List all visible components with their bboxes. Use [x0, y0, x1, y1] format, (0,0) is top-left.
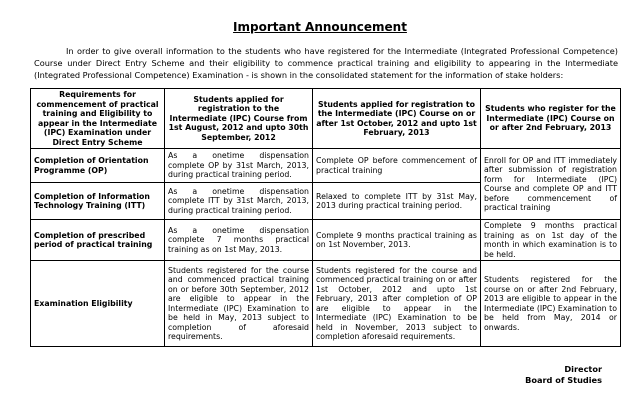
- table-cell: Students registered for the course and commenced practical training on or after 1st October, 2012 and upto 1st February, 2013 after completion of OP are eligible to appear in the Intermediate (IPC) Examination to be held in November, 2013 subject to completion aforesaid requirements.: [313, 261, 481, 347]
- table-row: [31, 220, 621, 261]
- table-cell: As a onetime dispensation complete 7 months practical training as on 1st May, 2013.: [165, 220, 313, 261]
- eligibility-table: [30, 88, 621, 347]
- row-requirement: Completion of Orientation Programme (OP): [31, 149, 165, 183]
- header-requirements: Requirements for commencement of practical training and Eligibility to appear in the Intermediate (IPC) Examination under Direct Entry Scheme: [31, 89, 165, 149]
- row-requirement: Completion of prescribed period of practical training: [31, 220, 165, 261]
- table-cell: Students registered for the course on or after 2nd February, 2013 are eligible to appear in the Intermediate (IPC) Examination to be held from May, 2014 or onwards.: [481, 261, 621, 347]
- table-cell: Enroll for OP and ITT immediately after submission of registration form for Intermediate (IPC) Course and complete OP and ITT before commencement of practical training: [481, 149, 621, 220]
- signature-department: Board of Studies: [525, 375, 602, 385]
- header-after-feb-2013: Students who register for the Intermediate (IPC) Course on or after 2nd February, 2013: [481, 89, 621, 149]
- table-row: [31, 261, 621, 347]
- table-cell: Complete 9 months practical training as on 1st day of the month in which examination is to be held.: [481, 220, 621, 261]
- table-row: [31, 149, 621, 183]
- table-cell: Complete 9 months practical training as on 1st November, 2013.: [313, 220, 481, 261]
- table-cell: As a onetime dispensation complete OP by 31st March, 2013, during practical training period.: [165, 149, 313, 183]
- table-header-row: [31, 89, 621, 149]
- intro-paragraph: In order to give overall information to the students who have registered for the Intermediate (Integrated Professional Competence) Course under Direct Entry Scheme and their eligibility to commence practical training and eligibility to appearing in the Intermediate (Integrated Professional Competence) Examination - is shown in the consolidated statement for the information of stake holders:: [34, 46, 618, 80]
- table-cell: Students registered for the course and commenced practical training on or before 30th September, 2012 are eligible to appear in the Intermediate (IPC) Examination to be held in May, 2013 subject to completion of aforesaid requirements.: [165, 261, 313, 347]
- table-cell: As a onetime dispensation complete ITT by 31st March, 2013, during practical training period.: [165, 183, 313, 220]
- announcement-title: Important Announcement: [233, 20, 407, 34]
- header-oct-2012-feb-2013: Students applied for registration to the Intermediate (IPC) Course on or after 1st October, 2012 and upto 1st February, 2013: [313, 89, 481, 149]
- header-aug-sep-2012: Students applied for registration to the Intermediate (IPC) Course from 1st August, 2012 and upto 30th September, 2012: [165, 89, 313, 149]
- table-cell: Complete OP before commencement of practical training: [313, 149, 481, 183]
- table-cell: Relaxed to complete ITT by 31st May, 2013 during practical training period.: [313, 183, 481, 220]
- signature-block: [525, 364, 602, 386]
- signature-designation: Director: [564, 364, 602, 374]
- row-requirement: Completion of Information Technology Training (ITT): [31, 183, 165, 220]
- row-requirement: Examination Eligibility: [31, 261, 165, 347]
